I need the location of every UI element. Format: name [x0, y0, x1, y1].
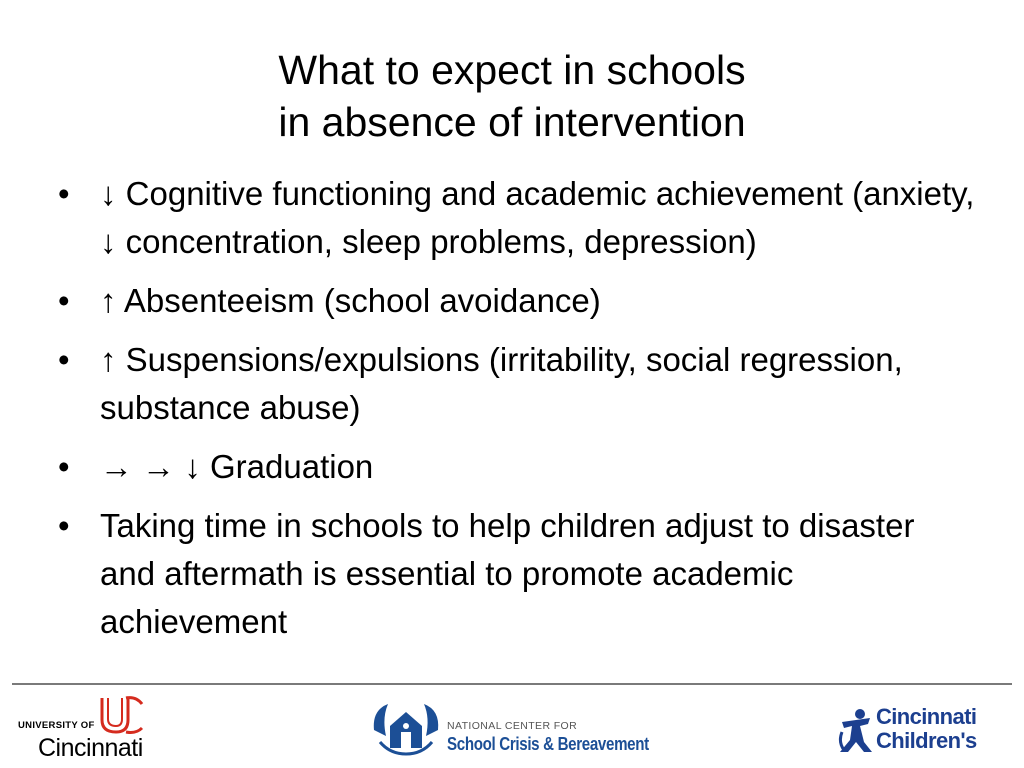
- uc-monogram-icon: [96, 694, 144, 736]
- bullet-marker: •: [58, 282, 70, 319]
- bullet-marker: •: [58, 448, 70, 485]
- bullet-item: [58, 443, 978, 491]
- footer-divider: [12, 683, 1012, 685]
- uc-logo-line-1: UNIVERSITY OF: [18, 720, 95, 731]
- bullet-text: Taking time in schools to help children adjust to disaster and aftermath is essential to promote academic achievement: [100, 507, 915, 640]
- bullet-item: [58, 277, 978, 325]
- bullet-text: ↑ Absenteeism (school avoidance): [100, 282, 601, 319]
- house-hands-icon: [370, 696, 442, 756]
- bullet-item: [58, 336, 978, 432]
- uc-logo-line-2: Cincinnati: [38, 734, 143, 762]
- cch-logo-line-1: Cincinnati: [876, 704, 977, 729]
- ncscb-logo-line-2: School Crisis & Bereavement: [447, 734, 649, 754]
- bullet-list: [58, 170, 978, 657]
- bullet-marker: •: [58, 175, 70, 212]
- cch-logo-line-2: Children's: [876, 728, 977, 753]
- bullet-text: → → ↓ Graduation: [100, 448, 374, 485]
- title-line-2: in absence of intervention: [278, 99, 746, 145]
- bullet-marker: •: [58, 341, 70, 378]
- bullet-text: ↓ Cognitive functioning and academic achievement (anxiety, ↓ concentration, sleep problems, depression): [100, 175, 975, 260]
- cincinnati-childrens-logo: [838, 704, 1018, 764]
- child-figure-icon: [838, 708, 874, 754]
- slide-title: [0, 44, 1024, 148]
- ncscb-logo: [370, 696, 670, 762]
- bullet-text: ↑ Suspensions/expulsions (irritability, social regression, substance abuse): [100, 341, 903, 426]
- bullet-item: [58, 170, 978, 266]
- title-line-1: What to expect in schools: [278, 47, 746, 93]
- bullet-item: [58, 502, 978, 646]
- bullet-marker: •: [58, 507, 70, 544]
- footer-logos: [0, 690, 1024, 768]
- ncscb-logo-line-1: NATIONAL CENTER FOR: [447, 720, 578, 732]
- university-of-cincinnati-logo: [18, 694, 158, 760]
